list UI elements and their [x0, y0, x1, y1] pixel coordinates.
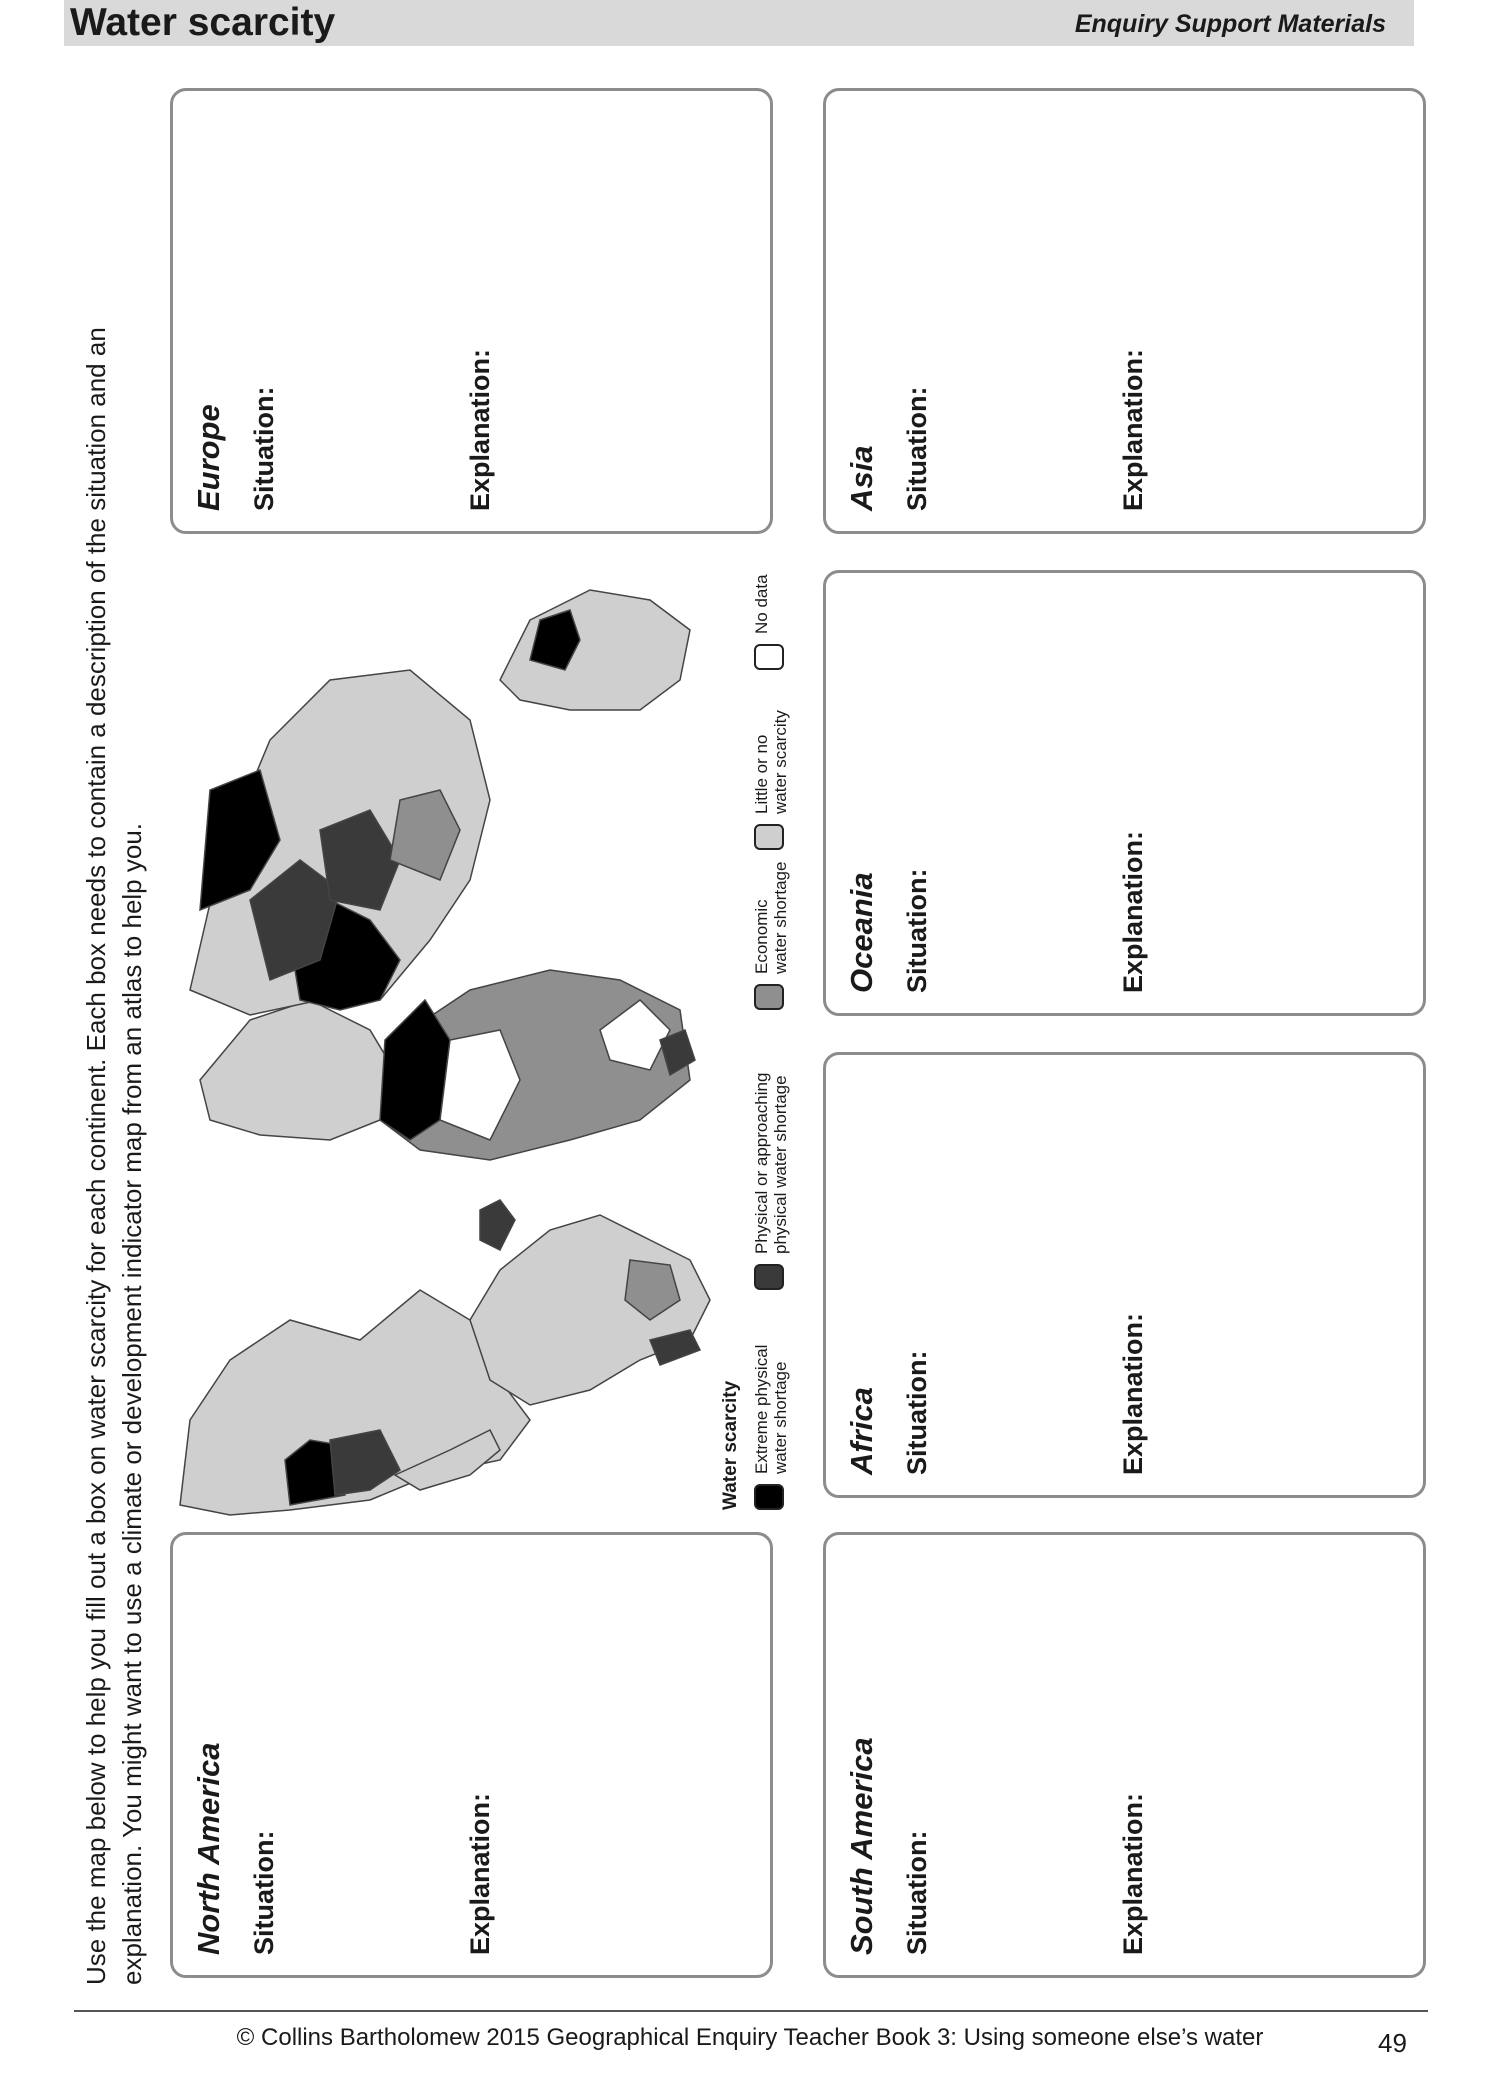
legend-swatch-no-data: [754, 644, 784, 670]
north-america-situation-label: Situation:: [249, 1830, 279, 1955]
south-america-landmass: [470, 1215, 710, 1405]
legend-label-little-1: Little or no: [752, 734, 771, 814]
legend-label-economic-1: Economic: [752, 899, 771, 974]
europe-landmass: [200, 1000, 400, 1140]
page-number: 49: [1378, 2028, 1407, 2058]
legend-title: Water scarcity: [720, 1380, 741, 1510]
venezuela-physical: [480, 1200, 515, 1250]
legend-label-extreme-1: Extreme physical: [752, 1344, 771, 1474]
oceania-heading: Oceania: [844, 872, 879, 993]
page-header: [64, 0, 1414, 46]
africa-explanation-label: Explanation:: [1118, 1312, 1148, 1475]
page-title: Water scarcity: [70, 1, 336, 44]
north-america-box[interactable]: [170, 1532, 773, 1978]
oceania-situation-label: Situation:: [902, 868, 932, 993]
legend-swatch-physical: [754, 1264, 784, 1290]
asia-situation-label: Situation:: [902, 386, 932, 511]
asia-explanation-label: Explanation:: [1118, 348, 1148, 511]
north-america-heading: North America: [191, 1742, 226, 1955]
legend-label-physical-1: Physical or approaching: [752, 1072, 771, 1254]
legend-label-economic-2: water shortage: [771, 861, 790, 974]
legend-label-extreme-2: water shortage: [771, 1361, 790, 1474]
page-subtitle: Enquiry Support Materials: [1074, 10, 1386, 38]
world-water-scarcity-map: [170, 560, 790, 1520]
africa-situation-label: Situation:: [902, 1350, 932, 1475]
asia-box[interactable]: [823, 88, 1426, 534]
footer-copyright: © Collins Bartholomew 2015 Geographical Enquiry Teacher Book 3: Using someone else’s water: [236, 2024, 1264, 2051]
south-america-heading: South America: [844, 1737, 879, 1955]
africa-heading: Africa: [844, 1387, 879, 1475]
legend-label-little-2: water scarcity: [771, 710, 790, 814]
south-america-situation-label: Situation:: [902, 1830, 932, 1955]
footer-divider: [74, 2010, 1428, 2012]
africa-box[interactable]: [823, 1052, 1426, 1498]
europe-situation-label: Situation:: [249, 386, 279, 511]
instructions-text: Use the map below to help you fill out a box on water scarcity for each continent. Each box needs to contain a description of the situation and an explanation. You might want to use a climate or development indicator map from an atlas to help you.: [81, 327, 147, 1985]
legend-label-physical-2: physical water shortage: [771, 1075, 790, 1254]
oceania-box[interactable]: [823, 570, 1426, 1016]
europe-box[interactable]: [170, 88, 773, 534]
asia-heading: Asia: [844, 445, 879, 511]
legend-swatch-economic: [754, 984, 784, 1010]
legend-swatch-little: [754, 824, 784, 850]
australia-landmass: [500, 590, 690, 710]
legend-label-no-data: No data: [752, 574, 771, 634]
south-america-explanation-label: Explanation:: [1118, 1792, 1148, 1955]
europe-heading: Europe: [191, 404, 226, 511]
oceania-explanation-label: Explanation:: [1118, 830, 1148, 993]
europe-explanation-label: Explanation:: [465, 348, 495, 511]
north-america-explanation-label: Explanation:: [465, 1792, 495, 1955]
south-america-box[interactable]: [823, 1532, 1426, 1978]
legend-swatch-extreme: [754, 1484, 784, 1510]
